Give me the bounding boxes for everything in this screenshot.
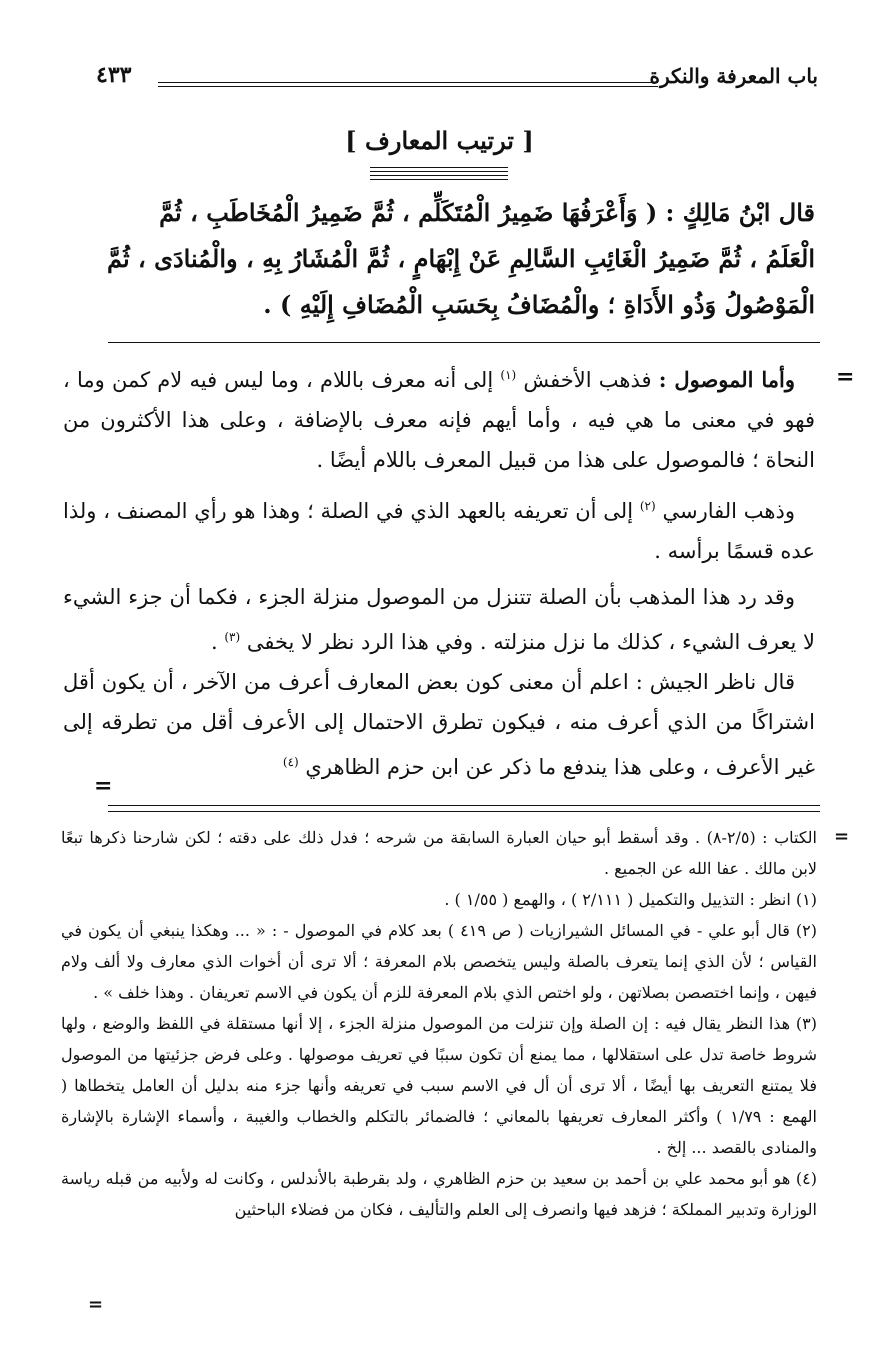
section-title-text: [ ترتيب المعارف ]: [345, 126, 534, 155]
running-header: [96, 62, 818, 102]
paragraph: وقد رد هذا المذهب بأن الصلة تتنزل من الموصول منزلة الجزء ، فكما أن جزء الشيء لا يعرف الشيء ، كذلك ما نزل منزلته . وفي هذا الرد نظر لا يخفى $^{(٣)}$ .: [63, 585, 815, 654]
paragraph: وذهب الفارسي $^{(٢)}$ إلى أن تعريفه بالعهد الذي في الصلة ؛ وهذا هو رأي المصنف ، ولذا عده قسمًا برأسه .: [63, 499, 815, 563]
quote-line: الْمَوْصُولُ وَذُو الأَدَاةِ ؛ والْمُضَافُ بِحَسَبِ الْمُضَافِ إِلَيْهِ ) .: [263, 290, 815, 319]
title-underline: [370, 167, 508, 183]
footnote-ref: (٢): [639, 499, 656, 513]
chapter-title: باب المعرفة والنكرة: [649, 64, 818, 88]
footnote: الكتاب : (٢/٥-٨) . وقد أسقط أبو حيان العبارة السابقة من شرحه ؛ فدل ذلك على دقته ؛ لكن شارحنا ذكرها تبعًا لابن مالك . عفا الله عن الجميع .: [61, 828, 817, 878]
margin-mark: =: [88, 1294, 104, 1315]
paragraph: وأما الموصول : فذهب الأخفش $^{(١)}$ إلى أنه معرف باللام ، وما ليس فيه لام كمن وما ، فهو في معنى ما هي فيه ، وأما أيهم فإنه معرف بالإضافة ، وعلى هذا الأكثرون من النحاة ؛ فالموصول على هذا من قبيل المعرف باللام أيضًا .: [63, 367, 815, 472]
commentary-body: [63, 355, 815, 787]
footnote-rule: [108, 811, 820, 812]
page-number: ٤٣٣: [96, 62, 132, 88]
section-title: [0, 126, 879, 155]
section-divider: [108, 342, 820, 343]
header-rule: [158, 82, 658, 87]
quote-line: قال ابْنُ مَالِكٍ : ( وَأَعْرَفُهَا ضَمِيرُ الْمُتَكَلِّم ، ثُمَّ ضَمِيرُ الْمُخَاطَبِ ، ثُمَّ: [159, 198, 815, 227]
ibn-malik-quote: [63, 190, 815, 328]
footnote-rule: [108, 805, 820, 806]
paragraph: قال ناظر الجيش : اعلم أن معنى كون بعض المعارف أعرف من الآخر ، أن يكون أقل اشتراكًا من الذي أعرف منه ، فيكون تطرق الاحتمال إلى الأعرف أقل من تطرقه إلى غير الأعرف ، وعلى هذا يندفع ما ذكر عن ابن حزم الظاهري $^{(٤)}$: [63, 670, 815, 779]
footnote-ref: (٣): [224, 630, 241, 644]
footnote: (١) انظر : التذييل والتكميل ( ٢/١١١ ) ، والهمع ( ١/٥٥ ) .: [444, 890, 817, 909]
footnote: (٣) هذا النظر يقال فيه : إن الصلة وإن تنزلت من الموصول منزلة الجزء ، إلا أنها مستقلة في اللفظ والوضع ، ولها شروط خاصة تدل على استقلالها ، مما يمنع أن تكون سببًا في تعريف موصولها . وعلى فرض جزئيتها من الموصول فلا يمتنع التعريف بها أيضًا ، ألا ترى أن أل في الاسم سبب في تعريفه وأنها جزء منه بدليل أن العامل يتخطاها ( الهمع : ١/٧٩ ) وأكثر المعارف تعريفها بالمعاني ؛ فالضمائر بالتكلم والخطاب والغيبة ، وأسماء الإشارة بالإشارة والمنادى بالقصد ... إلخ .: [61, 1014, 818, 1157]
footnote-ref: (٤): [282, 755, 299, 769]
footnote: (٢) قال أبو علي - في المسائل الشيرازيات ( ص ٤١٩ ) بعد كلام في الموصول - : « ... وهكذا ينبغي أن يكون في القياس ؛ لأن الذي إنما يتعرف بالصلة وليس يتخصص بلام المعرفة ؛ ألا ترى أن أخوات الذي معارف ولا ألف ولام فيهن ، وإنما اختصصن بصلاتهن ، ولو اختص الذي بلام المعرفة للزم أن يكون في الاسم تعريفان . وهذا خلف » .: [61, 921, 818, 1002]
footnote-ref: (١): [500, 368, 517, 382]
margin-mark: =: [94, 773, 113, 799]
margin-mark: =: [834, 826, 850, 847]
footnotes: [61, 822, 817, 1225]
footnote: (٤) هو أبو محمد علي بن أحمد بن سعيد بن حزم الظاهري ، ولد بقرطبة بالأندلس ، وكانت له ولأبيه من قبله رياسة الوزارة وتدبير المملكة ؛ فزهد فيها وانصرف إلى العلم والتأليف ، فكان من فضلاء الباحثين: [61, 1169, 817, 1219]
margin-mark: =: [836, 364, 855, 390]
quote-line: الْعَلَمُ ، ثُمَّ ضَمِيرُ الْغَائِبِ السَّالِمِ عَنْ إِبْهَامٍ ، ثُمَّ الْمُشَارُ بِهِ ، والْمُنادَى ، ثُمَّ: [107, 244, 815, 273]
paragraph-lead: وأما الموصول :: [658, 367, 795, 392]
